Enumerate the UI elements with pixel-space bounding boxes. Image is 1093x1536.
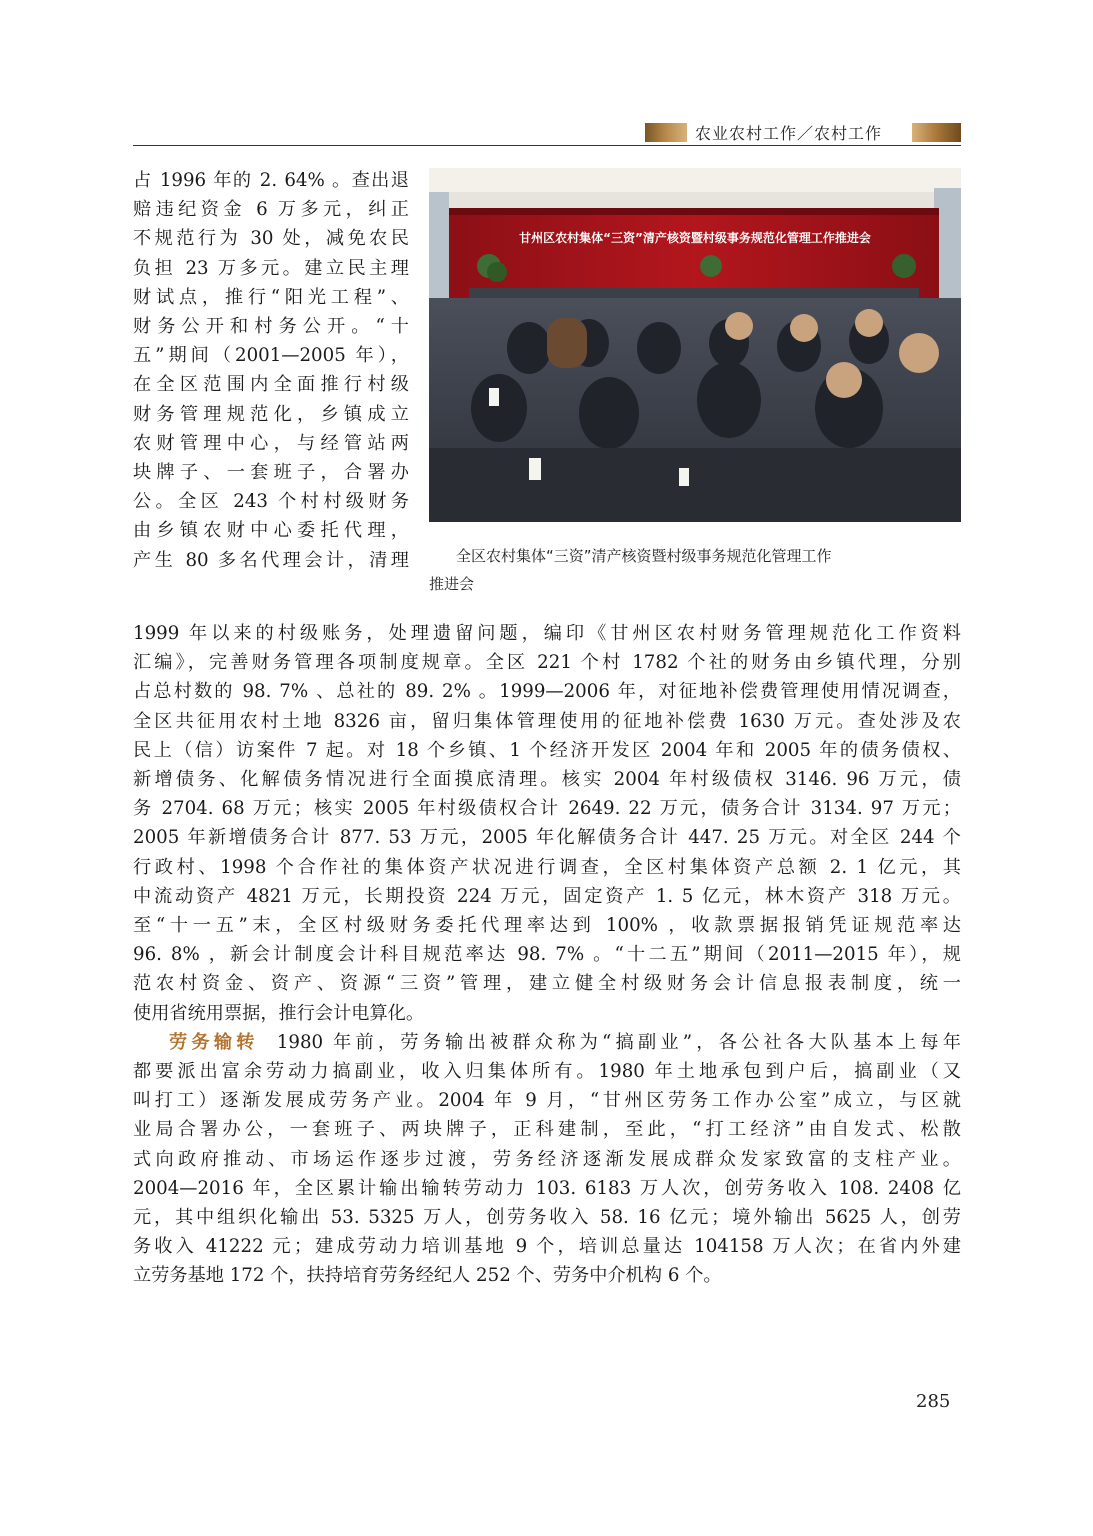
banner-text: 甘州区农村集体“三资”清产核资暨村级事务规范化管理工作推进会 — [519, 231, 871, 245]
body-line: 业局合署办公，一套班子、两块牌子，正科建制，至此，“打工经济”由自发式、松散 — [133, 1119, 961, 1141]
column-line: 赔违纪资金 6 万多元，纠正 — [133, 199, 409, 221]
column-line: 公。全区 243 个村村级财务 — [133, 491, 409, 513]
photo-caption — [429, 542, 961, 598]
body-line: 新增债务、化解债务情况进行全面摸底清理。核实 2004 年村级债权 3146. 96 万元，债 — [133, 769, 961, 791]
column-line: 财试点，推行“阳光工程”、 — [133, 286, 409, 308]
caption-line: 推进会 — [429, 575, 475, 593]
meeting-photo — [429, 168, 961, 522]
body-line: 立劳务基地 172 个，扶持培育劳务经纪人 252 个、劳务中介机构 6 个。 — [133, 1265, 722, 1287]
body-line: 1999 年以来的村级账务，处理遗留问题，编印《甘州区农村财务管理规范化工作资料 — [133, 623, 961, 644]
caption-line: 全区农村集体“三资”清产核资暨村级事务规范化管理工作 — [456, 547, 832, 565]
body-line: 务收入 41222 元；建成劳动力培训基地 9 个，培训总量达 104158 万人次；在省内外建 — [133, 1236, 961, 1258]
column-line: 产生 80 多名代理会计，清理 — [133, 549, 409, 571]
labor-section-first-line — [133, 1028, 961, 1057]
body-line: 中流动资产 4821 万元，长期投资 224 万元，固定资产 1. 5 亿元，林木资产 318 万元。 — [133, 885, 961, 907]
body-line: 务 2704. 68 万元；核实 2005 年村级债权合计 2649. 22 万元，债务合计 3134. 97 万元； — [133, 798, 961, 820]
running-header-title: 农业农村工作／农村工作 — [695, 124, 883, 143]
body-line: 全区共征用农村土地 8326 亩，留归集体管理使用的征地补偿费 1630 万元。查处涉及农 — [133, 710, 961, 732]
header-decoration-right — [912, 123, 961, 142]
body-line: 都要派出富余劳动力搞副业，收入归集体所有。1980 年土地承包到户后，搞副业（又 — [133, 1061, 961, 1083]
column-line: 农财管理中心，与经管站两 — [133, 432, 409, 454]
body-line: 至“十一五”末，全区村级财务委托代理率达到 100% ，收款票据报销凭证规范率达 — [133, 915, 961, 937]
column-line: 不规范行为 30 处，减免农民 — [133, 228, 409, 250]
header-rule — [133, 145, 961, 146]
column-line: 财务管理规范化，乡镇成立 — [133, 403, 409, 425]
column-line: 在全区范围内全面推行村级 — [133, 374, 409, 396]
column-line: 财务公开和村务公开。“十 — [133, 316, 409, 338]
body-line: 式向政府推动、市场运作逐步过渡，劳务经济逐渐发展成群众发家致富的支柱产业。 — [133, 1148, 961, 1170]
column-text — [133, 166, 409, 575]
labor-section-intro: 1980 年前，劳务输出被群众称为“搞副业”，各公社各大队基本上每年 — [276, 1031, 961, 1053]
labor-section-keyword: 劳务输转 — [169, 1031, 259, 1053]
body-line: 2004—2016 年，全区累计输出输转劳动力 103. 6183 万人次，创劳务收入 108. 2408 亿 — [133, 1177, 961, 1199]
body-line: 叫打工）逐渐发展成劳务产业。2004 年 9 月，“甘州区劳务工作办公室”成立，与区就 — [133, 1090, 961, 1112]
body-line: 2005 年新增债务合计 877. 53 万元，2005 年化解债务合计 447. 25 万元。对全区 244 个 — [133, 827, 961, 849]
body-line: 占总村数的 98. 7% 、总社的 89. 2% 。1999—2006 年，对征地补偿费管理使用情况调查， — [133, 681, 961, 703]
body-line: 范农村资金、资产、资源“三资”管理，建立健全村级财务会计信息报表制度，统一 — [133, 973, 961, 995]
column-line: 块牌子、一套班子，合署办 — [133, 462, 409, 484]
body-text — [133, 619, 961, 1291]
column-line: 占 1996 年的 2. 64% 。查出退 — [133, 170, 409, 191]
body-line: 使用省统用票据，推行会计电算化。 — [133, 1002, 425, 1024]
body-line: 汇编》，完善财务管理各项制度规章。全区 221 个村 1782 个社的财务由乡镇代理，分别 — [133, 652, 961, 674]
column-line: 负担 23 万多元。建立民主理 — [133, 257, 409, 279]
header-decoration-left — [645, 123, 687, 142]
column-line: 五”期间（2001—2005 年）， — [133, 345, 409, 367]
body-line: 民上（信）访案件 7 起。对 18 个乡镇、1 个经济开发区 2004 年和 2005 年的债务债权、 — [133, 739, 961, 761]
body-line: 行政村、1998 个合作社的集体资产状况进行调查，全区村集体资产总额 2. 1 亿元，其 — [133, 856, 961, 878]
column-line: 由乡镇农财中心委托代理， — [133, 520, 409, 542]
body-line: 元，其中组织化输出 53. 5325 万人，创劳务收入 58. 16 亿元；境外输出 5625 人，创劳 — [133, 1207, 961, 1229]
page-number: 285 — [916, 1391, 951, 1412]
body-line: 96. 8% ，新会计制度会计科目规范率达 98. 7% 。“十二五”期间（2011—2015 年），规 — [133, 944, 961, 966]
